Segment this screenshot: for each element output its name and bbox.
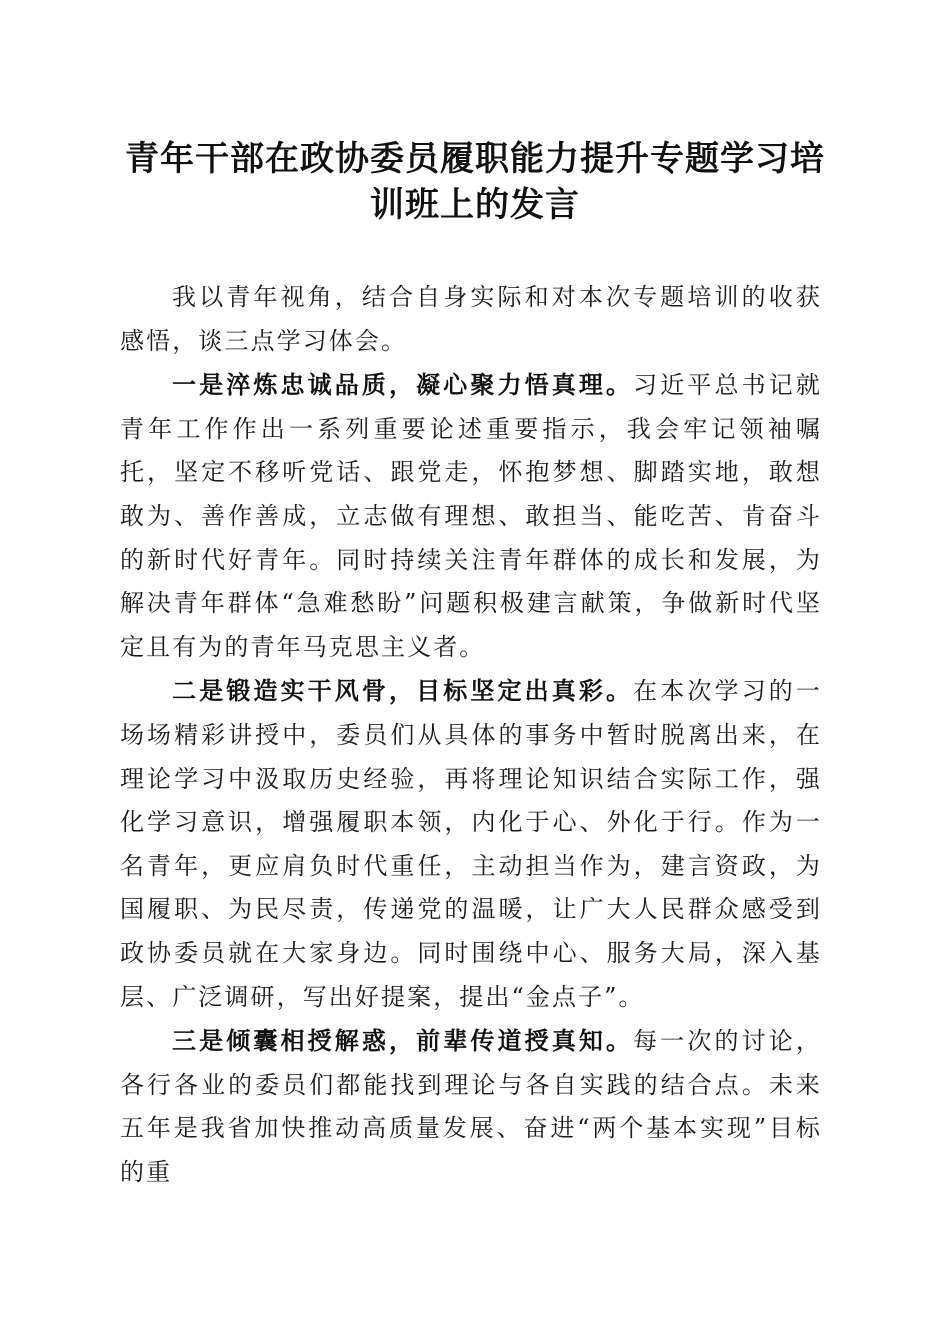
section-paragraph-1 (120, 363, 822, 669)
intro-paragraph: 我以青年视角，结合自身实际和对本次专题培训的收获感悟，谈三点学习体会。 (120, 283, 822, 355)
section-text-1: 习近平总书记就青年工作作出一系列重要论述重要指示，我会牢记领袖嘱托，坚定不移听党话、跟党走，怀抱梦想、脚踏实地，敢想敢为、善作善成，立志做有理想、敢担当、能吃苦、肯奋斗的新时代好青年。同时持续关注青年群体的成长和发展，为解决青年群体“急难愁盼”问题积极建言献策，争做新时代坚定且有为的青年马克思主义者。 (120, 371, 822, 661)
document-body (120, 276, 822, 1194)
section-paragraph-3 (120, 1019, 822, 1194)
section-lead-2: 二是锻造实干风骨，目标坚定出真彩。 (172, 676, 634, 706)
document-title: 青年干部在政协委员履职能力提升专题学习培训班上的发言 (125, 139, 825, 225)
section-text-2: 在本次学习的一场场精彩讲授中，委员们从具体的事务中暂时脱离出来，在理论学习中汲取历史经验，再将理论知识结合实际工作，强化学习意识，增强履职本领，内化于心、外化于行。作为一名青年，更应肩负时代重任，主动担当作为，建言资政，为国履职、为民尽责，传递党的温暖，让广大人民群众感受到政协委员就在大家身边。同时围绕中心、服务大局，深入基层、广泛调研，写出好提案，提出“金点子”。 (120, 677, 822, 1011)
section-lead-3: 三是倾囊相授解惑，前辈传道授真知。 (172, 1026, 634, 1056)
section-lead-1: 一是淬炼忠诚品质，凝心聚力悟真理。 (172, 370, 634, 400)
section-text-3: 每一次的讨论，各行各业的委员们都能找到理论与各自实践的结合点。未来五年是我省加快推动高质量发展、奋进“两个基本实现”目标的重 (120, 1027, 822, 1186)
section-paragraph-2 (120, 669, 822, 1019)
